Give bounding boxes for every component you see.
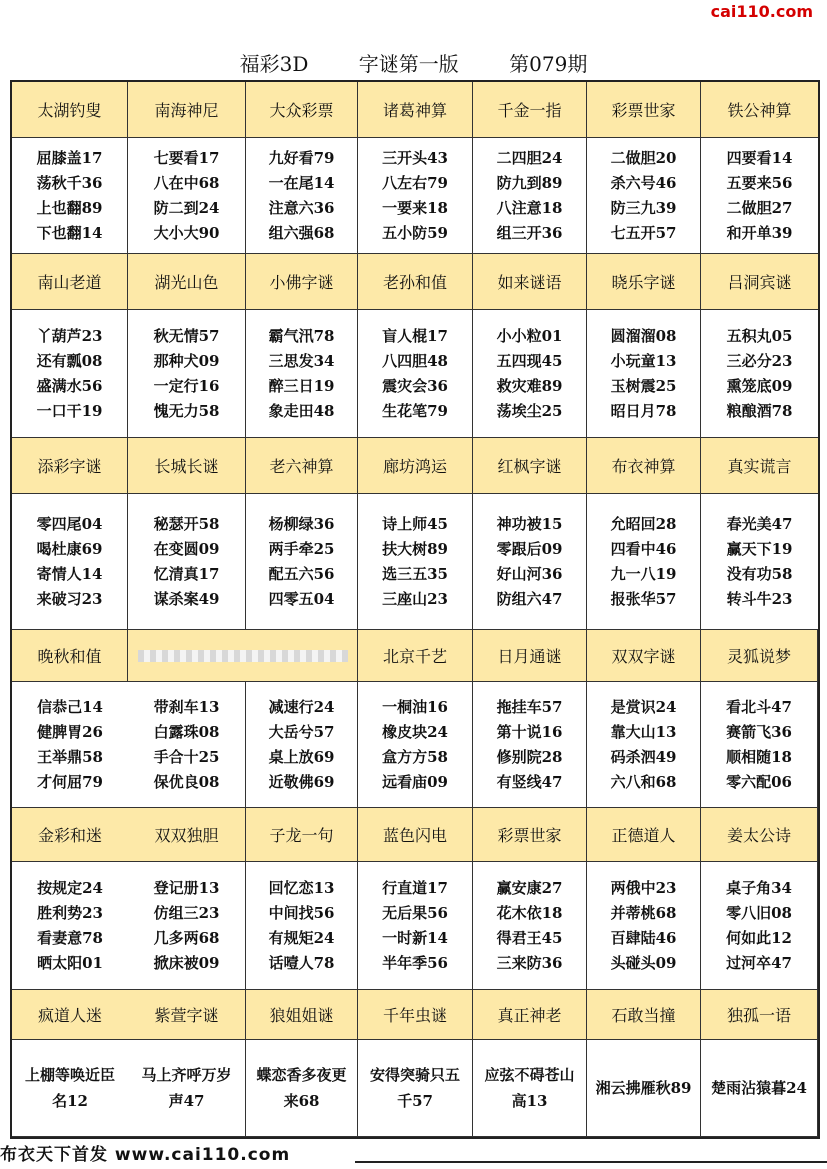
riddle-cell bbox=[473, 310, 587, 438]
riddle-line: 防组六47 bbox=[496, 589, 563, 608]
riddle-line: 一时新14 bbox=[382, 928, 448, 947]
riddle-line: 寄情人14 bbox=[36, 564, 103, 583]
riddle-cell bbox=[358, 138, 473, 254]
column-header: 真正神老 bbox=[473, 990, 587, 1040]
riddle-line: 六八和68 bbox=[610, 772, 677, 791]
column-header: 千年虫谜 bbox=[358, 990, 473, 1040]
riddle-line: 组三开36 bbox=[496, 223, 563, 242]
riddle-cell bbox=[358, 310, 473, 438]
riddle-line: 二做胆20 bbox=[610, 148, 677, 167]
riddle-line: 丫葫芦23 bbox=[36, 326, 103, 345]
riddle-line: 零六配06 bbox=[726, 772, 792, 791]
riddle-line: 手合十25 bbox=[153, 747, 220, 766]
riddle-cell bbox=[701, 310, 818, 438]
riddle-line: 杨柳绿36 bbox=[268, 514, 335, 533]
footer-text: 布衣天下首发 www.cai110.com bbox=[0, 1145, 291, 1165]
column-header: 布衣神算 bbox=[587, 438, 701, 494]
poem-cell: 马上齐呼万岁声47 bbox=[128, 1040, 246, 1137]
riddle-line: 桌子角34 bbox=[726, 878, 792, 897]
riddle-line: 晒太阳01 bbox=[37, 953, 103, 972]
column-header: 晚秋和值 bbox=[12, 630, 128, 682]
riddle-line: 零四尾04 bbox=[36, 514, 103, 533]
riddle-line: 三来防36 bbox=[496, 953, 563, 972]
riddle-cell bbox=[473, 494, 587, 630]
column-header: 北京千艺 bbox=[358, 630, 473, 682]
column-header: 太湖钓叟 bbox=[12, 82, 128, 138]
riddle-cell bbox=[587, 862, 701, 990]
riddle-line: 配五六56 bbox=[268, 564, 335, 583]
riddle-line: 防三九39 bbox=[610, 198, 677, 217]
riddle-line: 信恭己14 bbox=[37, 697, 103, 716]
column-header: 老六神算 bbox=[246, 438, 358, 494]
column-header: 廊坊鸿运 bbox=[358, 438, 473, 494]
column-header: 大众彩票 bbox=[246, 82, 358, 138]
riddle-line: 话噎人78 bbox=[268, 953, 335, 972]
riddle-line: 防九到89 bbox=[496, 173, 563, 192]
riddle-line: 杀六号46 bbox=[610, 173, 677, 192]
riddle-line: 四零五04 bbox=[268, 589, 335, 608]
riddle-cell bbox=[246, 310, 358, 438]
riddle-cell bbox=[701, 682, 818, 808]
column-header: 小佛字谜 bbox=[246, 254, 358, 310]
riddle-line: 霸气汛78 bbox=[268, 326, 335, 345]
column-header: 长城长谜 bbox=[128, 438, 246, 494]
riddle-line: 四看中46 bbox=[610, 539, 677, 558]
riddle-line: 大小大90 bbox=[153, 223, 220, 242]
riddle-line: 第十说16 bbox=[496, 722, 563, 741]
riddle-cell bbox=[587, 494, 701, 630]
column-header: 湖光山色 bbox=[128, 254, 246, 310]
riddle-line: 五四现45 bbox=[496, 351, 563, 370]
riddle-line: 醉三日19 bbox=[268, 376, 335, 395]
riddle-line: 小玩童13 bbox=[610, 351, 677, 370]
riddle-line: 三座山23 bbox=[382, 589, 448, 608]
column-header: 老孙和值 bbox=[358, 254, 473, 310]
riddle-line: 是赏识24 bbox=[610, 697, 677, 716]
riddle-line: 赛箭飞36 bbox=[726, 722, 792, 741]
riddle-line: 震灾会36 bbox=[382, 376, 448, 395]
riddle-line: 近敬佛69 bbox=[268, 772, 335, 791]
column-header: 子龙一句 bbox=[246, 808, 358, 862]
riddle-line: 一桐油16 bbox=[382, 697, 448, 716]
riddle-line: 扶大树89 bbox=[382, 539, 448, 558]
riddle-line: 和开单39 bbox=[726, 223, 793, 242]
riddle-line: 仿组三23 bbox=[153, 903, 220, 922]
riddle-line: 八左右79 bbox=[382, 173, 448, 192]
riddle-line: 喝杜康69 bbox=[36, 539, 103, 558]
riddle-line: 熏笼底09 bbox=[726, 376, 793, 395]
riddle-line: 三开头43 bbox=[382, 148, 448, 167]
riddle-line: 一定行16 bbox=[153, 376, 220, 395]
riddle-line: 组六强68 bbox=[268, 223, 335, 242]
riddle-line: 一口干19 bbox=[36, 401, 103, 420]
riddle-cell bbox=[12, 138, 128, 254]
riddle-line: 转斗牛23 bbox=[726, 589, 793, 608]
poem-cell: 安得突骑只五千57 bbox=[358, 1040, 473, 1137]
footer-divider bbox=[355, 1161, 827, 1163]
riddle-line: 忆清真17 bbox=[153, 564, 220, 583]
riddle-line: 九好看79 bbox=[268, 148, 335, 167]
riddle-line: 来破习23 bbox=[36, 589, 103, 608]
riddle-line: 那种犬09 bbox=[153, 351, 220, 370]
riddle-line: 码杀泗49 bbox=[610, 747, 677, 766]
riddle-line: 两俄中23 bbox=[610, 878, 677, 897]
riddle-line: 上也翻89 bbox=[36, 198, 103, 217]
riddle-cell bbox=[128, 138, 246, 254]
riddle-line: 盲人棍17 bbox=[382, 326, 448, 345]
column-header: 南山老道 bbox=[12, 254, 128, 310]
riddle-line: 盛满水56 bbox=[36, 376, 103, 395]
riddle-cell bbox=[358, 494, 473, 630]
riddle-line: 秘瑟开58 bbox=[153, 514, 220, 533]
riddle-table bbox=[10, 80, 820, 1139]
riddle-cell bbox=[128, 682, 246, 808]
riddle-line: 顺相随18 bbox=[726, 747, 792, 766]
riddle-line: 三必分23 bbox=[726, 351, 793, 370]
riddle-line: 粮酿酒78 bbox=[726, 401, 793, 420]
riddle-line: 修别院28 bbox=[496, 747, 563, 766]
riddle-cell bbox=[701, 862, 818, 990]
column-header: 南海神尼 bbox=[128, 82, 246, 138]
riddle-line: 几多两68 bbox=[153, 928, 220, 947]
riddle-line: 何如此12 bbox=[726, 928, 792, 947]
title-issue: 第079期 bbox=[509, 52, 588, 76]
riddle-line: 九一八19 bbox=[610, 564, 677, 583]
riddle-line: 百肆陆46 bbox=[610, 928, 677, 947]
column-header: 添彩字谜 bbox=[12, 438, 128, 494]
riddle-line: 一在尾14 bbox=[268, 173, 335, 192]
riddle-line: 选三五35 bbox=[382, 564, 448, 583]
poem-cell: 楚雨沾猿暮24 bbox=[701, 1040, 818, 1137]
riddle-line: 七五开57 bbox=[610, 223, 677, 242]
riddle-line: 行直道17 bbox=[382, 878, 448, 897]
riddle-line: 两手牵25 bbox=[268, 539, 335, 558]
column-header: 灵狐说梦 bbox=[701, 630, 818, 682]
poem-cell: 湘云拂雁秋89 bbox=[587, 1040, 701, 1137]
riddle-line: 还有瓢08 bbox=[36, 351, 103, 370]
riddle-cell bbox=[473, 138, 587, 254]
riddle-line: 一要来18 bbox=[382, 198, 448, 217]
column-header: 日月通谜 bbox=[473, 630, 587, 682]
riddle-line: 半年季56 bbox=[382, 953, 448, 972]
riddle-line: 无后果56 bbox=[382, 903, 448, 922]
column-header: 独孤一语 bbox=[701, 990, 818, 1040]
riddle-line: 有规矩24 bbox=[268, 928, 335, 947]
riddle-line: 昭日月78 bbox=[610, 401, 677, 420]
riddle-cell bbox=[701, 138, 818, 254]
riddle-line: 救灾难89 bbox=[496, 376, 563, 395]
column-header: 诸葛神算 bbox=[358, 82, 473, 138]
riddle-line: 橡皮块24 bbox=[382, 722, 448, 741]
riddle-line: 赢安康27 bbox=[496, 878, 563, 897]
riddle-cell bbox=[12, 310, 128, 438]
riddle-cell bbox=[12, 862, 128, 990]
riddle-line: 七要看17 bbox=[153, 148, 220, 167]
column-header: 正德道人 bbox=[587, 808, 701, 862]
riddle-line: 神功被15 bbox=[496, 514, 563, 533]
column-header: 疯道人迷 bbox=[12, 990, 128, 1040]
riddle-line: 过河卒47 bbox=[726, 953, 792, 972]
site-logo: cai110.com bbox=[710, 2, 813, 21]
riddle-line: 胜利势23 bbox=[37, 903, 103, 922]
riddle-line: 王举鼎58 bbox=[37, 747, 103, 766]
riddle-line: 秋无情57 bbox=[153, 326, 220, 345]
riddle-cell bbox=[701, 494, 818, 630]
riddle-line: 在变圆09 bbox=[153, 539, 220, 558]
column-header: 石敢当撞 bbox=[587, 990, 701, 1040]
riddle-line: 下也翻14 bbox=[36, 223, 103, 242]
riddle-line: 掀床被09 bbox=[153, 953, 220, 972]
riddle-line: 谋杀案49 bbox=[153, 589, 220, 608]
column-header: 双双字谜 bbox=[587, 630, 701, 682]
riddle-line: 中间找56 bbox=[268, 903, 335, 922]
page-title bbox=[0, 48, 827, 76]
riddle-line: 登记册13 bbox=[153, 878, 220, 897]
column-header: 真实谎言 bbox=[701, 438, 818, 494]
riddle-line: 有竖线47 bbox=[496, 772, 563, 791]
column-header: 铁公神算 bbox=[701, 82, 818, 138]
poem-cell: 上棚等唤近臣名12 bbox=[12, 1040, 128, 1137]
riddle-line: 二做胆27 bbox=[726, 198, 793, 217]
riddle-line: 看北斗47 bbox=[726, 697, 792, 716]
column-header: 千金一指 bbox=[473, 82, 587, 138]
blurred-header bbox=[128, 630, 358, 682]
column-header: 彩票世家 bbox=[473, 808, 587, 862]
column-header: 如来谜语 bbox=[473, 254, 587, 310]
riddle-line: 按规定24 bbox=[37, 878, 103, 897]
riddle-cell bbox=[587, 138, 701, 254]
riddle-line: 带刹车13 bbox=[153, 697, 220, 716]
riddle-line: 并蒂桃68 bbox=[610, 903, 677, 922]
riddle-cell bbox=[246, 494, 358, 630]
riddle-cell bbox=[358, 862, 473, 990]
riddle-line: 防二到24 bbox=[153, 198, 220, 217]
riddle-cell bbox=[587, 682, 701, 808]
title-lottery: 福彩3D bbox=[239, 52, 309, 76]
column-header: 金彩和迷 bbox=[12, 808, 128, 862]
riddle-line: 没有功58 bbox=[726, 564, 793, 583]
column-header: 双双独胆 bbox=[128, 808, 246, 862]
riddle-line: 圆溜溜08 bbox=[610, 326, 677, 345]
riddle-cell bbox=[587, 310, 701, 438]
column-header: 红枫字谜 bbox=[473, 438, 587, 494]
riddle-line: 回忆恋13 bbox=[268, 878, 335, 897]
riddle-line: 得君王45 bbox=[496, 928, 563, 947]
riddle-line: 健脾胃26 bbox=[37, 722, 103, 741]
riddle-cell bbox=[12, 494, 128, 630]
riddle-line: 五积丸05 bbox=[726, 326, 793, 345]
title-edition: 字谜第一版 bbox=[358, 52, 459, 76]
riddle-line: 看妻意78 bbox=[37, 928, 103, 947]
riddle-cell bbox=[358, 682, 473, 808]
column-header: 狼姐姐谜 bbox=[246, 990, 358, 1040]
riddle-cell bbox=[12, 682, 128, 808]
riddle-line: 玉树震25 bbox=[610, 376, 677, 395]
riddle-line: 五要来56 bbox=[726, 173, 793, 192]
riddle-cell bbox=[473, 862, 587, 990]
riddle-line: 春光美47 bbox=[726, 514, 793, 533]
column-header: 蓝色闪电 bbox=[358, 808, 473, 862]
riddle-line: 注意六36 bbox=[268, 198, 335, 217]
riddle-line: 盒方方58 bbox=[382, 747, 448, 766]
riddle-line: 才何屈79 bbox=[37, 772, 103, 791]
riddle-line: 靠大山13 bbox=[610, 722, 677, 741]
riddle-line: 桌上放69 bbox=[268, 747, 335, 766]
riddle-line: 允昭回28 bbox=[610, 514, 677, 533]
riddle-cell bbox=[246, 862, 358, 990]
riddle-line: 零八旧08 bbox=[726, 903, 792, 922]
poem-cell: 蝶恋香多夜更来68 bbox=[246, 1040, 358, 1137]
riddle-line: 荡秋千36 bbox=[36, 173, 103, 192]
riddle-cell bbox=[128, 494, 246, 630]
riddle-line: 好山河36 bbox=[496, 564, 563, 583]
riddle-line: 八注意18 bbox=[496, 198, 563, 217]
riddle-line: 小小粒01 bbox=[496, 326, 563, 345]
column-header: 姜太公诗 bbox=[701, 808, 818, 862]
riddle-line: 荡埃尘25 bbox=[496, 401, 563, 420]
riddle-line: 三思发34 bbox=[268, 351, 335, 370]
riddle-line: 拖挂车57 bbox=[496, 697, 563, 716]
column-header: 彩票世家 bbox=[587, 82, 701, 138]
riddle-line: 花木依18 bbox=[496, 903, 563, 922]
column-header: 吕洞宾谜 bbox=[701, 254, 818, 310]
riddle-line: 保优良08 bbox=[153, 772, 220, 791]
riddle-cell bbox=[246, 682, 358, 808]
riddle-line: 报张华57 bbox=[610, 589, 677, 608]
riddle-line: 象走田48 bbox=[268, 401, 335, 420]
riddle-cell bbox=[128, 310, 246, 438]
riddle-line: 诗上师45 bbox=[382, 514, 448, 533]
riddle-line: 减速行24 bbox=[268, 697, 335, 716]
column-header: 晓乐字谜 bbox=[587, 254, 701, 310]
riddle-line: 大岳兮57 bbox=[268, 722, 335, 741]
riddle-cell bbox=[128, 862, 246, 990]
riddle-line: 二四胆24 bbox=[496, 148, 563, 167]
riddle-line: 白露珠08 bbox=[153, 722, 220, 741]
riddle-line: 八四胆48 bbox=[382, 351, 448, 370]
riddle-line: 八在中68 bbox=[153, 173, 220, 192]
riddle-line: 愧无力58 bbox=[153, 401, 220, 420]
blurred-text-block bbox=[138, 650, 348, 662]
riddle-cell bbox=[473, 682, 587, 808]
riddle-line: 四要看14 bbox=[726, 148, 793, 167]
riddle-line: 远看庙09 bbox=[382, 772, 448, 791]
riddle-line: 生花笔79 bbox=[382, 401, 448, 420]
riddle-line: 屈膝盖17 bbox=[36, 148, 103, 167]
riddle-line: 五小防59 bbox=[382, 223, 448, 242]
riddle-line: 零跟后09 bbox=[496, 539, 563, 558]
column-header: 紫萱字谜 bbox=[128, 990, 246, 1040]
riddle-line: 头碰头09 bbox=[610, 953, 677, 972]
poem-cell: 应弦不碍苍山高13 bbox=[473, 1040, 587, 1137]
riddle-cell bbox=[246, 138, 358, 254]
riddle-line: 赢天下19 bbox=[726, 539, 793, 558]
